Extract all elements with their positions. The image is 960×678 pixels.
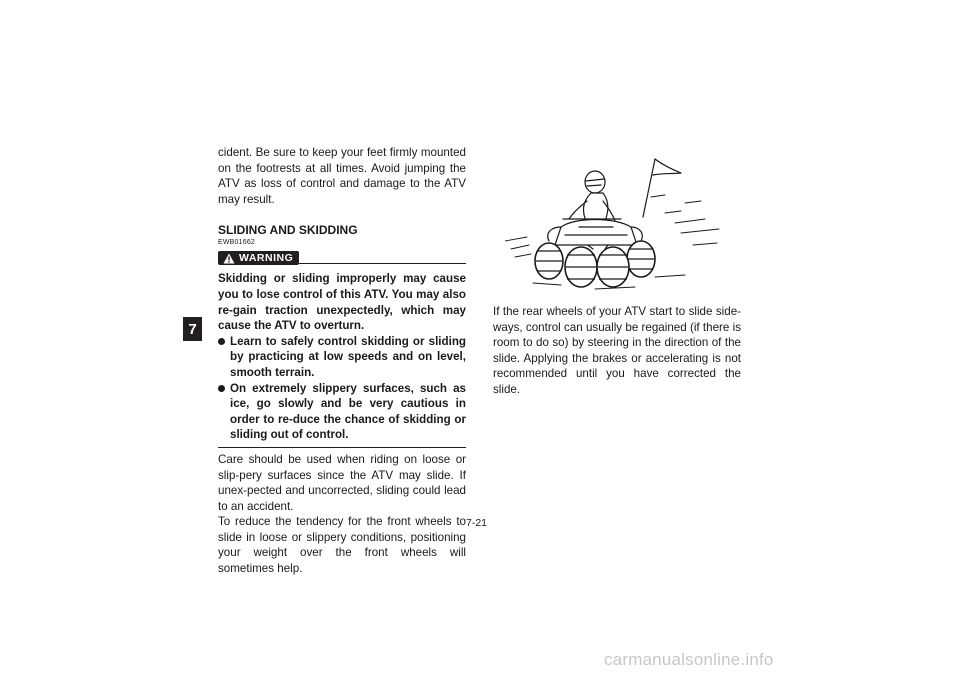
warning-bullet-text: On extremely slippery surfaces, such as ice, go slowly and be very cautious in order to re-duce the chance of skidding or sliding out of control. (230, 381, 466, 442)
body-paragraph-1: Care should be used when riding on loose or slip-pery surfaces since the ATV may slide. If unex-pected and uncorrected, sliding could lead to an accident. (218, 452, 466, 513)
warning-label: WARNING (239, 251, 294, 264)
warning-bullet-list (218, 334, 466, 443)
warning-bullet-text: Learn to safely control skidding or sliding by practicing at low speeds and on level, smooth terrain. (230, 334, 466, 379)
bullet-icon (218, 385, 225, 392)
page-number: 7-21 (466, 517, 488, 529)
reference-code: EWB01662 (218, 239, 256, 247)
bullet-icon (218, 338, 225, 345)
body-paragraph-2: To reduce the tendency for the front wheels to slide in loose or slippery conditions, positioning your weight over the front wheels will sometimes help. (218, 515, 466, 576)
watermark: carmanualsonline.info (604, 650, 774, 669)
atv-rider-illustration (505, 157, 721, 295)
warning-bottom-rule (218, 447, 466, 448)
warning-bullet (218, 381, 466, 443)
warning-body: Skidding or sliding improperly may cause you to lose control of this ATV. You may also re-gain traction unexpectedly, which may cause the ATV to overturn. (218, 272, 466, 333)
warning-triangle-icon (223, 253, 235, 264)
warning-badge (218, 251, 299, 265)
warning-bullet (218, 334, 466, 381)
intro-paragraph: cident. Be sure to keep your feet firmly mounted on the footrests at all times. Avoid jumping the ATV as loss of control and damage to the ATV may result. (218, 146, 466, 206)
right-paragraph: If the rear wheels of your ATV start to slide side-ways, control can usually be regained (if there is room to do so) by steering in the direction of the slide. Applying the brakes or accelerating is not recommended until you have corrected the slide. (493, 305, 741, 396)
warning-header (218, 249, 466, 265)
warning-top-rule (299, 263, 466, 264)
chapter-tab: 7 (183, 317, 202, 341)
left-column (218, 145, 466, 577)
right-column (493, 304, 741, 398)
section-heading: SLIDING AND SKIDDING (218, 223, 358, 238)
